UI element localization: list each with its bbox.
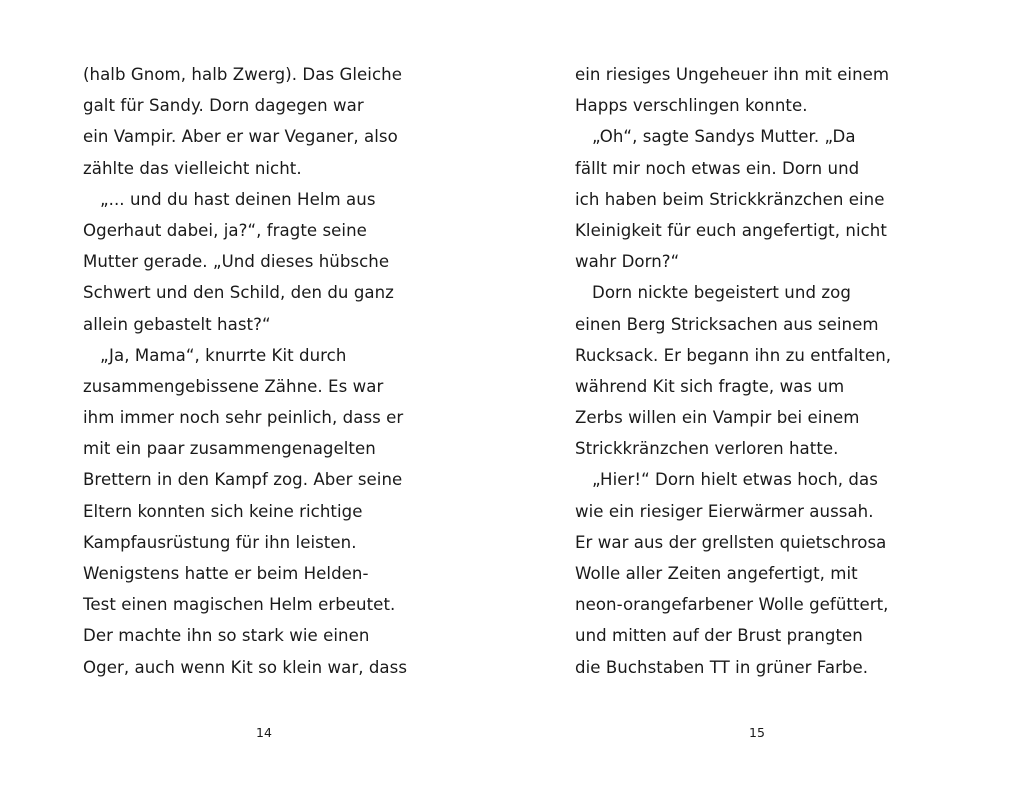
text-line: Er war aus der grellsten quietschrosa xyxy=(575,532,887,552)
paragraph-start-line: „Ja, Mama“, knurrte Kit durch xyxy=(100,345,347,365)
right-page xyxy=(510,0,1020,801)
text-line: Mutter gerade. „Und dieses hübsche xyxy=(83,252,390,272)
text-line: zählte das vielleicht nicht. xyxy=(83,158,302,178)
text-line: Eltern konnten sich keine richtige xyxy=(83,501,363,521)
text-line: und mitten auf der Brust prangten xyxy=(575,626,863,646)
text-line: (halb Gnom, halb Zwerg). Das Gleiche xyxy=(83,65,402,84)
text-line: galt für Sandy. Dorn dagegen war xyxy=(83,96,364,116)
left-page-text xyxy=(83,59,407,683)
text-line: Happs verschlingen konnte. xyxy=(575,96,808,116)
right-page-text xyxy=(575,59,891,683)
text-line: zusammengebissene Zähne. Es war xyxy=(83,376,384,396)
text-line: während Kit sich fragte, was um xyxy=(575,376,845,396)
text-line: Strickkränzchen verloren hatte. xyxy=(575,439,839,459)
text-line: Wolle aller Zeiten angefertigt, mit xyxy=(575,564,858,583)
text-line: ein Vampir. Aber er war Veganer, also xyxy=(83,127,398,147)
text-line: mit ein paar zusammengenagelten xyxy=(83,439,376,459)
text-line: allein gebastelt hast?“ xyxy=(83,314,271,334)
text-line: Kampfausrüstung für ihn leisten. xyxy=(83,532,357,552)
paragraph-start-line: „Oh“, sagte Sandys Mutter. „Da xyxy=(592,127,856,147)
text-line: fällt mir noch etwas ein. Dorn und xyxy=(575,158,860,178)
text-line: Oger, auch wenn Kit so klein war, dass xyxy=(83,657,408,677)
text-line: Test einen magischen Helm erbeutet. xyxy=(83,595,396,615)
page-number-right: 15 xyxy=(749,725,765,740)
text-line: Ogerhaut dabei, ja?“, fragte seine xyxy=(83,220,367,240)
text-line: Schwert und den Schild, den du ganz xyxy=(83,283,394,303)
paragraph-start-line: Dorn nickte begeistert und zog xyxy=(592,283,851,303)
text-line: Brettern in den Kampf zog. Aber seine xyxy=(83,470,403,490)
text-line: ein riesiges Ungeheuer ihn mit einem xyxy=(575,65,890,84)
text-line: die Buchstaben TT in grüner Farbe. xyxy=(575,657,869,677)
text-line: Kleinigkeit für euch angefertigt, nicht xyxy=(575,220,887,240)
text-line: ihm immer noch sehr peinlich, dass er xyxy=(83,408,404,428)
paragraph-start-line: „... und du hast deinen Helm aus xyxy=(100,189,376,209)
text-line: Rucksack. Er begann ihn zu entfalten, xyxy=(575,345,892,365)
text-line: Der machte ihn so stark wie einen xyxy=(83,626,370,646)
text-line: Wenigstens hatte er beim Helden- xyxy=(83,564,369,583)
text-line: wie ein riesiger Eierwärmer aussah. xyxy=(575,501,874,521)
page-number-left: 14 xyxy=(256,725,272,740)
text-line: einen Berg Stricksachen aus seinem xyxy=(575,314,879,334)
text-line: neon-orangefarbener Wolle gefüttert, xyxy=(575,595,889,615)
paragraph-start-line: „Hier!“ Dorn hielt etwas hoch, das xyxy=(592,470,878,490)
text-line: ich haben beim Strickkränzchen eine xyxy=(575,189,885,209)
text-line: wahr Dorn?“ xyxy=(575,252,680,272)
text-line: Zerbs willen ein Vampir bei einem xyxy=(575,408,860,428)
